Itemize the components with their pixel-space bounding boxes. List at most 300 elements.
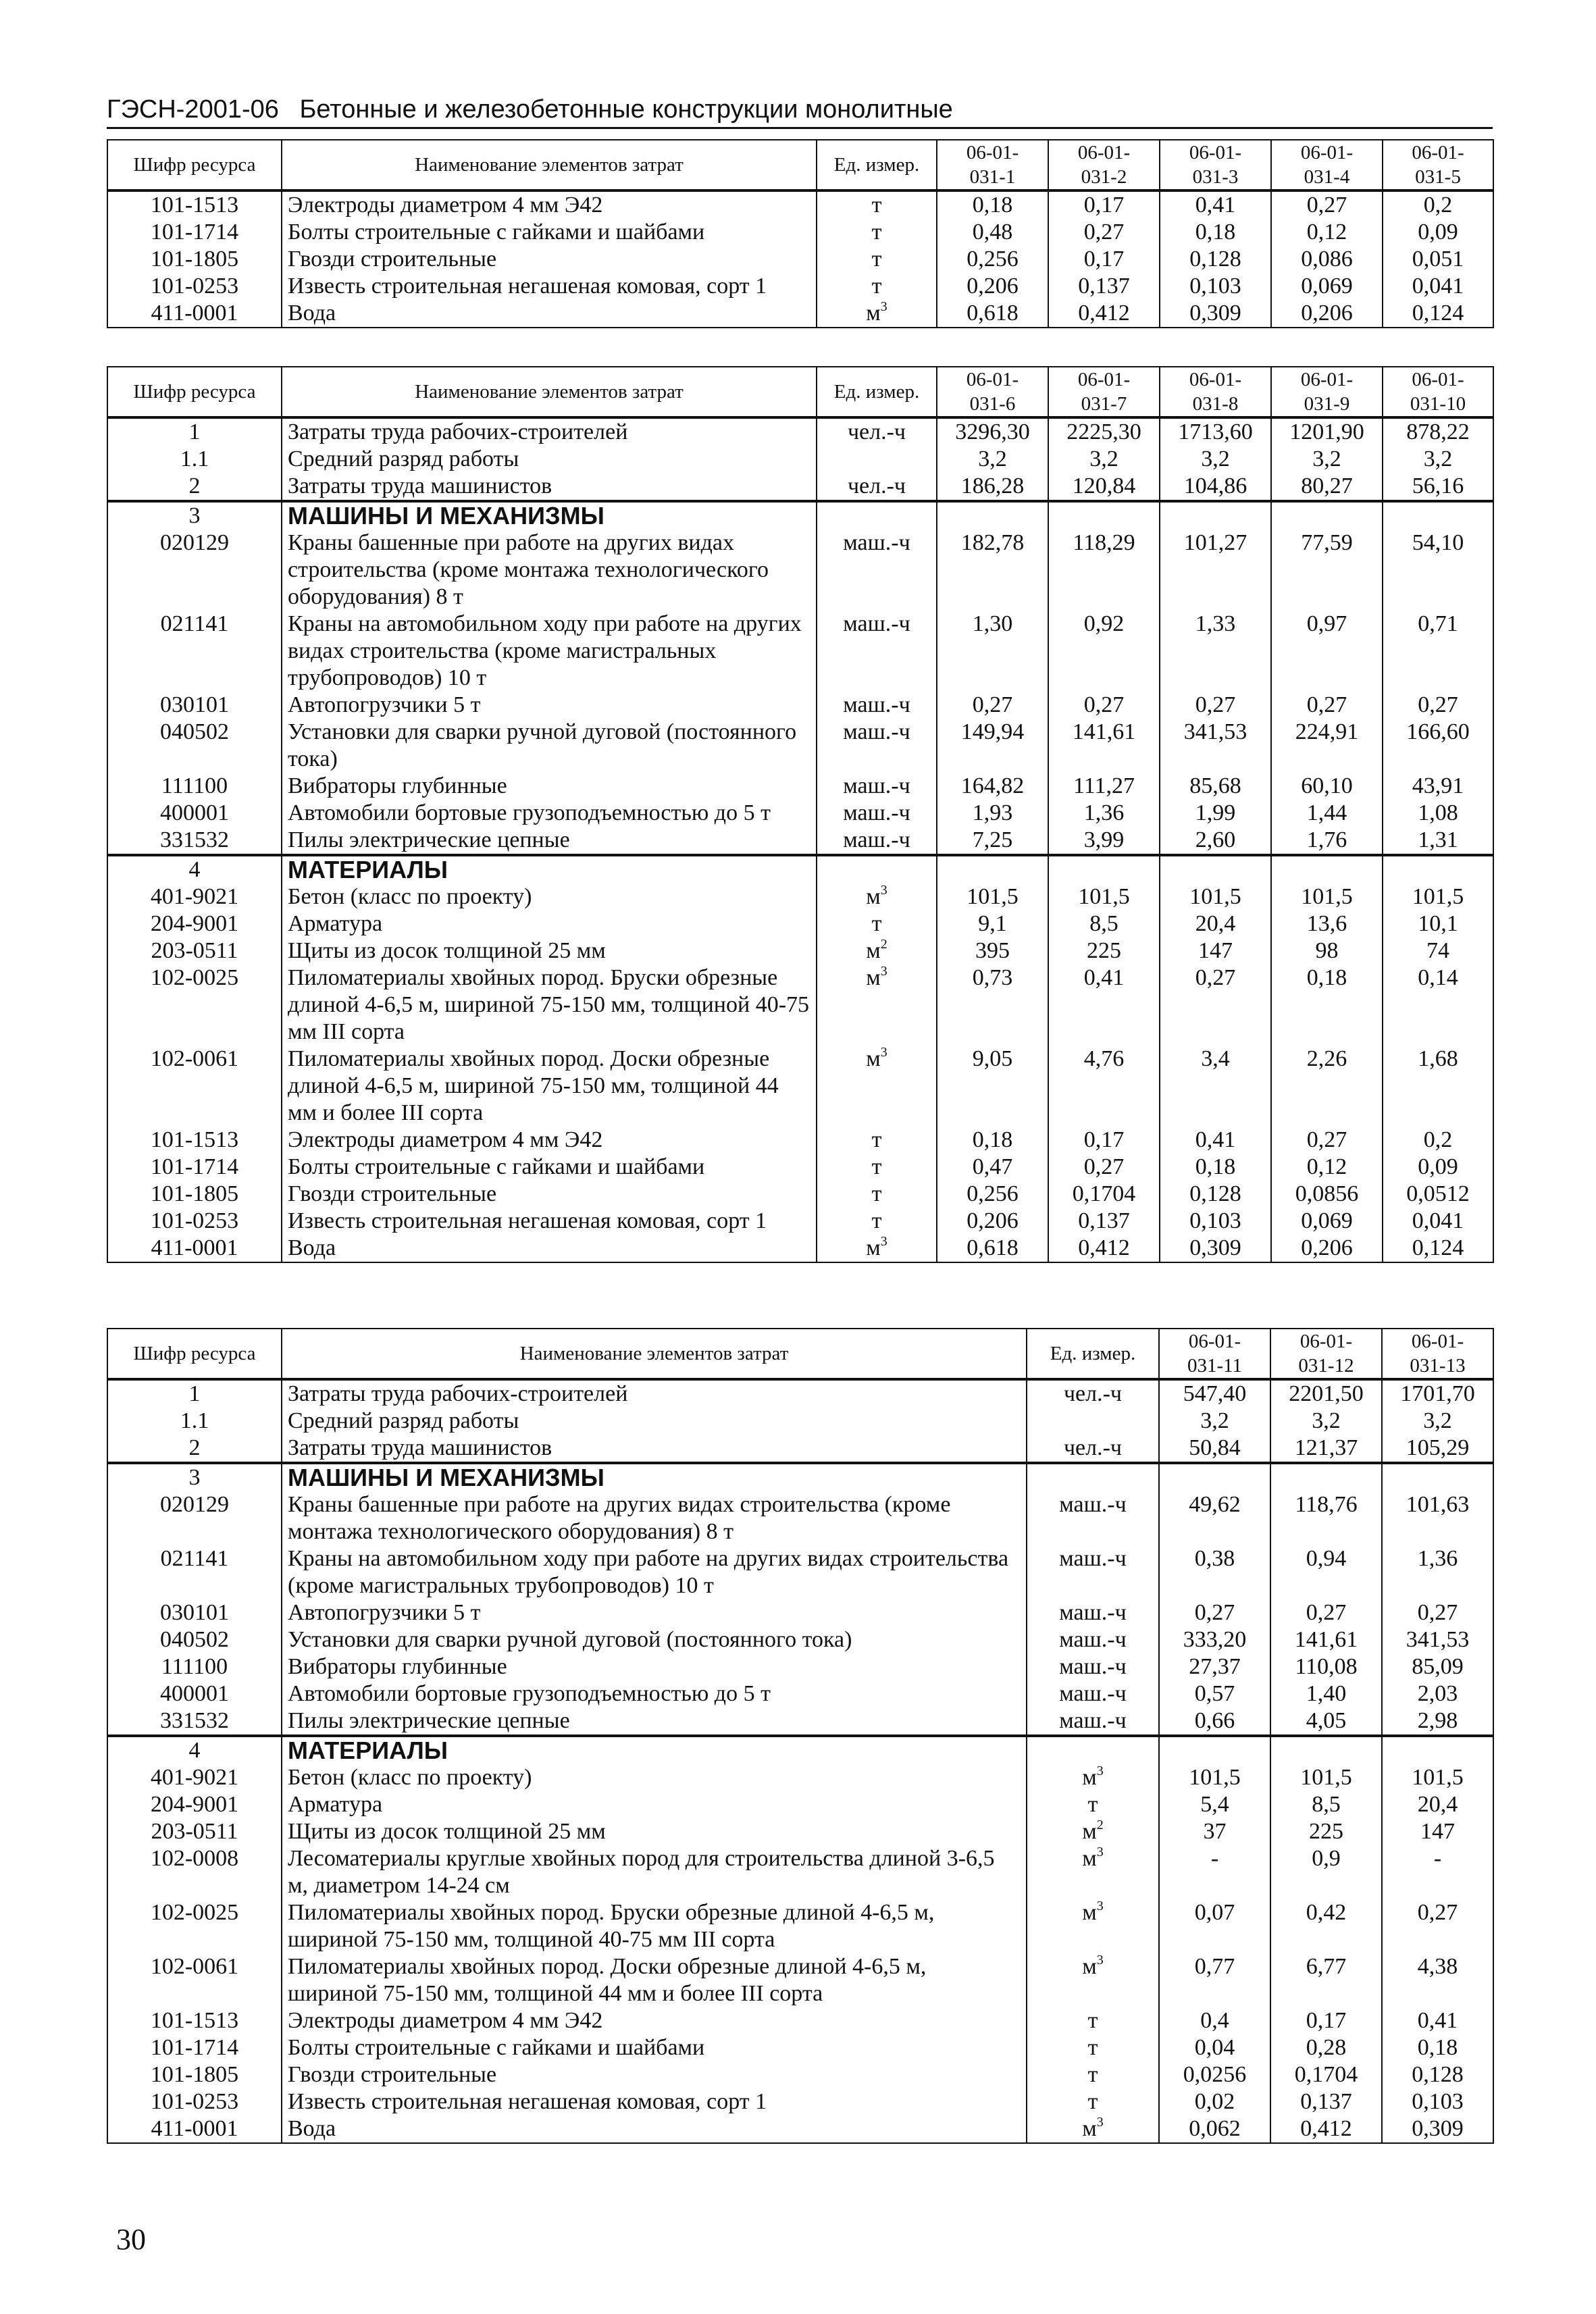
norm-value: 0,47 [937, 1154, 1048, 1181]
resource-name: Бетон (класс по проекту) [282, 883, 817, 910]
resource-name: Известь строительная негашеная комовая, сорт 1 [282, 2088, 1027, 2115]
norm-value [1159, 1463, 1270, 1491]
norm-value: 111,27 [1048, 773, 1160, 800]
resource-code: 3 [107, 501, 282, 530]
header-norm-code: 06-01- 031-9 [1271, 367, 1383, 417]
unit-cell [817, 300, 937, 328]
resource-table-3 [107, 1328, 1494, 2144]
norm-value: 6,77 [1270, 1953, 1382, 2007]
resource-name: Автомобили бортовые грузоподъемностью до 5 т [282, 1680, 1027, 1707]
norm-value: 1,99 [1160, 800, 1271, 827]
resource-name: Гвозди строительные [282, 2061, 1027, 2088]
table-row [107, 1764, 1493, 1791]
norm-value: 3,2 [1160, 446, 1271, 473]
unit-cell [817, 446, 937, 473]
norm-value: 0,137 [1048, 273, 1160, 300]
norm-value: 0,77 [1159, 1953, 1270, 2007]
norm-value: 0,618 [937, 300, 1048, 328]
norm-value: 0,137 [1048, 1208, 1160, 1235]
norm-value: 0,94 [1270, 1545, 1382, 1599]
table-row [107, 1235, 1493, 1262]
norm-value: 0,27 [1270, 1599, 1382, 1626]
unit-cell [817, 530, 937, 611]
norm-value: 1,36 [1048, 800, 1160, 827]
unit-label: маш.-ч [843, 611, 910, 636]
unit-cell [1027, 1435, 1159, 1463]
norm-value: 101,5 [1271, 883, 1383, 910]
resource-code: 101-0253 [107, 2088, 282, 2115]
unit-cell [817, 1208, 937, 1235]
resource-code: 111100 [107, 773, 282, 800]
resource-code: 102-0008 [107, 1845, 282, 1899]
norm-value: 0,38 [1159, 1545, 1270, 1599]
norm-value: 0,137 [1270, 2088, 1382, 2115]
resource-code: 101-1805 [107, 246, 282, 273]
resource-code: 204-9001 [107, 1791, 282, 1818]
resource-name: Пиломатериалы хвойных пород. Доски обрезные длиной 4-6,5 м, шириной 75-150 мм, толщиной 44 мм и более III сорта [282, 1953, 1027, 2007]
norm-value: 186,28 [937, 473, 1048, 501]
norm-value: 20,4 [1160, 910, 1271, 937]
unit-exponent: 3 [880, 965, 887, 979]
table-row [107, 1736, 1493, 1764]
norm-value: 0,18 [1160, 1154, 1271, 1181]
norm-value: 0,17 [1048, 190, 1160, 219]
resource-code: 203-0511 [107, 1818, 282, 1845]
unit-cell [817, 246, 937, 273]
norm-value: 147 [1382, 1818, 1493, 1845]
norm-value: 80,27 [1271, 473, 1383, 501]
table-row [107, 2007, 1493, 2034]
unit-label: маш.-ч [1059, 1627, 1127, 1652]
unit-cell [1027, 2034, 1159, 2061]
resource-name: Автопогрузчики 5 т [282, 692, 817, 719]
norm-value: 7,25 [937, 827, 1048, 855]
unit-label: т [871, 274, 882, 299]
header-norm-code: 06-01- 031-2 [1048, 140, 1160, 190]
resource-code: 401-9021 [107, 883, 282, 910]
norm-value [1048, 501, 1160, 530]
unit-cell [817, 855, 937, 883]
unit-label: чел.-ч [847, 419, 906, 444]
resource-code: 411-0001 [107, 2115, 282, 2143]
table-row [107, 1181, 1493, 1208]
norm-value: 395 [937, 937, 1048, 965]
norm-value: 0,27 [1271, 190, 1383, 219]
unit-label: т [1087, 2008, 1098, 2033]
norm-value: 8,5 [1270, 1791, 1382, 1818]
resource-name: Известь строительная негашеная комовая, сорт 1 [282, 1208, 817, 1235]
norm-value: 101,5 [1159, 1764, 1270, 1791]
norm-value: 85,68 [1160, 773, 1271, 800]
norm-value: 10,1 [1383, 910, 1493, 937]
header-norm-code: 06-01- 031-10 [1383, 367, 1493, 417]
unit-label: м [1082, 2116, 1097, 2141]
norm-value: 98 [1271, 937, 1383, 965]
resource-name: Электроды диаметром 4 мм Э42 [282, 190, 817, 219]
unit-label: т [871, 911, 882, 936]
unit-label: т [871, 220, 882, 245]
table-row [107, 692, 1493, 719]
header-unit: Ед. измер. [1027, 1329, 1159, 1379]
unit-label: т [1087, 2089, 1098, 2114]
norm-value: 0,48 [937, 219, 1048, 246]
resource-name: Лесоматериалы круглые хвойных пород для строительства длиной 3-6,5 м, диаметром 14-24 см [282, 1845, 1027, 1899]
resource-name: Затраты труда рабочих-строителей [282, 417, 817, 446]
unit-cell [817, 190, 937, 219]
norm-value: 0,09 [1383, 1154, 1493, 1181]
unit-cell [817, 910, 937, 937]
resource-code: 101-1714 [107, 219, 282, 246]
norm-value: 0,412 [1048, 300, 1160, 328]
norm-value: 225 [1270, 1818, 1382, 1845]
table-row [107, 1845, 1493, 1899]
unit-cell [817, 719, 937, 773]
norm-value: 5,4 [1159, 1791, 1270, 1818]
resource-name: Затраты труда машинистов [282, 473, 817, 501]
unit-label: чел.-ч [1063, 1381, 1123, 1406]
norm-value: 1,40 [1270, 1680, 1382, 1707]
header-code: Шифр ресурса [107, 367, 282, 417]
unit-exponent: 3 [880, 1046, 887, 1060]
unit-cell [817, 417, 937, 446]
header-unit: Ед. измер. [817, 140, 937, 190]
norm-value: 0,18 [1271, 965, 1383, 1046]
norm-value: 141,61 [1048, 719, 1160, 773]
unit-cell [1027, 1953, 1159, 2007]
unit-label: м [1082, 1819, 1097, 1844]
norm-value: 0,206 [1271, 300, 1383, 328]
resource-name: Арматура [282, 1791, 1027, 1818]
norm-value: 0,206 [1271, 1235, 1383, 1262]
resource-code: 021141 [107, 1545, 282, 1599]
norm-value: 0,27 [1048, 219, 1160, 246]
norm-value: 9,05 [937, 1046, 1048, 1127]
unit-label: маш.-ч [843, 827, 910, 852]
header-norm-code: 06-01- 031-5 [1383, 140, 1493, 190]
header-norm-code: 06-01- 031-1 [937, 140, 1048, 190]
unit-label: т [871, 1154, 882, 1179]
table-row [107, 1491, 1493, 1545]
norm-value: 0,041 [1383, 273, 1493, 300]
norm-value: 224,91 [1271, 719, 1383, 773]
norm-value: 0,086 [1271, 246, 1383, 273]
unit-cell [1027, 1707, 1159, 1736]
norm-value: 0,18 [1382, 2034, 1493, 2061]
resource-name: Болты строительные с гайками и шайбами [282, 2034, 1027, 2061]
norm-value: 0,66 [1159, 1707, 1270, 1736]
table-row [107, 1127, 1493, 1154]
table-row [107, 1626, 1493, 1653]
unit-label: м [1082, 1765, 1097, 1790]
norm-value [937, 501, 1048, 530]
table-row [107, 417, 1493, 446]
document-title: Бетонные и железобетонные конструкции монолитные [299, 95, 953, 124]
resource-name: Затраты труда рабочих-строителей [282, 1379, 1027, 1408]
norm-value: 0,128 [1160, 246, 1271, 273]
unit-cell [817, 219, 937, 246]
table-row [107, 965, 1493, 1046]
norm-value [1382, 1463, 1493, 1491]
table-row [107, 1154, 1493, 1181]
unit-cell [1027, 1845, 1159, 1899]
norm-value: 0,0512 [1383, 1181, 1493, 1208]
table-row [107, 611, 1493, 692]
table-row [107, 1408, 1493, 1435]
resource-name: Болты строительные с гайками и шайбами [282, 219, 817, 246]
unit-cell [1027, 1818, 1159, 1845]
unit-cell [1027, 1408, 1159, 1435]
norm-value [1270, 1736, 1382, 1764]
norm-value: 0,17 [1048, 246, 1160, 273]
unit-cell [817, 965, 937, 1046]
unit-label: т [871, 1127, 882, 1152]
norm-value: 0,128 [1160, 1181, 1271, 1208]
norm-value: 0,309 [1160, 1235, 1271, 1262]
unit-cell [1027, 1626, 1159, 1653]
resource-name: Пиломатериалы хвойных пород. Бруски обрезные длиной 4-6,5 м, шириной 75-150 мм, толщиной 40-75 мм III сорта [282, 965, 817, 1046]
norm-value: 0,103 [1382, 2088, 1493, 2115]
unit-cell [1027, 1491, 1159, 1545]
norm-value [1048, 855, 1160, 883]
norm-value: - [1382, 1845, 1493, 1899]
unit-cell [1027, 1736, 1159, 1764]
norm-value: 878,22 [1383, 417, 1493, 446]
norm-value: 0,051 [1383, 246, 1493, 273]
resource-code: 1 [107, 1379, 282, 1408]
header-norm-code: 06-01- 031-12 [1270, 1329, 1382, 1379]
resource-code: 1.1 [107, 446, 282, 473]
norm-value: 166,60 [1383, 719, 1493, 773]
resource-code: 111100 [107, 1653, 282, 1680]
norm-value: 341,53 [1160, 719, 1271, 773]
resource-name: Краны на автомобильном ходу при работе на других видах строительства (кроме магистральных трубопроводов) 10 т [282, 611, 817, 692]
table-row [107, 1463, 1493, 1491]
unit-label: маш.-ч [843, 773, 910, 798]
norm-value: 3,2 [1382, 1408, 1493, 1435]
norm-value: 0,062 [1159, 2115, 1270, 2143]
unit-label: м [866, 301, 881, 326]
norm-value: 182,78 [937, 530, 1048, 611]
table-header-row [107, 1329, 1493, 1379]
norm-value: 333,20 [1159, 1626, 1270, 1653]
resource-code: 020129 [107, 530, 282, 611]
norm-value: 1,30 [937, 611, 1048, 692]
norm-value: 0,1704 [1270, 2061, 1382, 2088]
norm-value: 0,0256 [1159, 2061, 1270, 2088]
unit-label: т [871, 247, 882, 272]
norm-value: 85,09 [1382, 1653, 1493, 1680]
unit-label: маш.-ч [1059, 1654, 1127, 1679]
unit-label: м [866, 1235, 881, 1260]
norm-value: 49,62 [1159, 1491, 1270, 1545]
unit-label: маш.-ч [1059, 1600, 1127, 1625]
norm-value: 0,2 [1383, 1127, 1493, 1154]
norm-value: 0,206 [937, 273, 1048, 300]
resource-name: Средний разряд работы [282, 1408, 1027, 1435]
resource-name: Бетон (класс по проекту) [282, 1764, 1027, 1791]
table-row [107, 1899, 1493, 1953]
norm-value: 0,412 [1048, 1235, 1160, 1262]
resource-name: Щиты из досок толщиной 25 мм [282, 937, 817, 965]
norm-value: 0,14 [1383, 965, 1493, 1046]
resource-code: 101-1513 [107, 1127, 282, 1154]
norm-value: 341,53 [1382, 1626, 1493, 1653]
resource-name: Краны башенные при работе на других видах строительства (кроме монтажа технологического оборудования) 8 т [282, 530, 817, 611]
norm-value: 0,206 [937, 1208, 1048, 1235]
table-row [107, 1791, 1493, 1818]
unit-label: м [866, 965, 881, 990]
norm-value [1383, 855, 1493, 883]
unit-cell [1027, 1653, 1159, 1680]
unit-label: т [1087, 1792, 1098, 1817]
unit-cell [817, 883, 937, 910]
resource-name: Пиломатериалы хвойных пород. Бруски обрезные длиной 4-6,5 м, шириной 75-150 мм, толщиной 40-75 мм III сорта [282, 1899, 1027, 1953]
norm-value: 8,5 [1048, 910, 1160, 937]
norm-value: 2,26 [1271, 1046, 1383, 1127]
table-header-row [107, 367, 1493, 417]
table-row [107, 1707, 1493, 1736]
resource-code: 4 [107, 1736, 282, 1764]
unit-label: маш.-ч [1059, 1681, 1127, 1706]
resource-code: 102-0061 [107, 1953, 282, 2007]
norm-value: 0,069 [1271, 273, 1383, 300]
norm-value: 0,17 [1270, 2007, 1382, 2034]
norm-value: 13,6 [1271, 910, 1383, 937]
resource-name: Вода [282, 300, 817, 328]
table-row [107, 1599, 1493, 1626]
norm-value: 1,76 [1271, 827, 1383, 855]
section-heading: МАТЕРИАЛЫ [282, 1736, 1027, 1764]
table-row [107, 827, 1493, 855]
unit-label: т [871, 192, 882, 217]
norm-value: 1,33 [1160, 611, 1271, 692]
header-norm-code: 06-01- 031-6 [937, 367, 1048, 417]
norm-value: 54,10 [1383, 530, 1493, 611]
header-norm-code: 06-01- 031-8 [1160, 367, 1271, 417]
norm-value: 0,103 [1160, 273, 1271, 300]
resource-code: 102-0061 [107, 1046, 282, 1127]
table-row [107, 1953, 1493, 2007]
norm-value: 1713,60 [1160, 417, 1271, 446]
norm-value: 0,069 [1271, 1208, 1383, 1235]
resource-name: Пилы электрические цепные [282, 827, 817, 855]
table-row [107, 855, 1493, 883]
norm-value: 0,309 [1382, 2115, 1493, 2143]
norm-value: 0,27 [1160, 965, 1271, 1046]
resource-code: 401-9021 [107, 1764, 282, 1791]
resource-code: 021141 [107, 611, 282, 692]
section-heading: МАШИНЫ И МЕХАНИЗМЫ [282, 501, 817, 530]
table-row [107, 219, 1493, 246]
table-row [107, 1818, 1493, 1845]
norm-value: 0,42 [1270, 1899, 1382, 1953]
norm-value: 149,94 [937, 719, 1048, 773]
norm-value: 0,92 [1048, 611, 1160, 692]
resource-name: Известь строительная негашеная комовая, сорт 1 [282, 273, 817, 300]
unit-cell [1027, 2088, 1159, 2115]
norm-value: 0,2 [1383, 190, 1493, 219]
norm-value: 0,18 [937, 1127, 1048, 1154]
norm-value: 2201,50 [1270, 1379, 1382, 1408]
table-row [107, 1435, 1493, 1463]
header-norm-code: 06-01- 031-7 [1048, 367, 1160, 417]
norm-value: 27,37 [1159, 1653, 1270, 1680]
unit-label: т [1087, 2062, 1098, 2087]
norm-value [1160, 855, 1271, 883]
resource-name: Краны башенные при работе на других видах строительства (кроме монтажа технологического оборудования) 8 т [282, 1491, 1027, 1545]
norm-value: 101,5 [1048, 883, 1160, 910]
norm-value: 2,03 [1382, 1680, 1493, 1707]
unit-exponent: 3 [1096, 1764, 1104, 1778]
resource-code: 101-1513 [107, 190, 282, 219]
resource-name: Краны на автомобильном ходу при работе на других видах строительства (кроме магистральных трубопроводов) 10 т [282, 1545, 1027, 1599]
resource-code: 1 [107, 417, 282, 446]
resource-code: 030101 [107, 692, 282, 719]
norm-value: 101,5 [1382, 1764, 1493, 1791]
norm-value: 118,29 [1048, 530, 1160, 611]
unit-cell [817, 692, 937, 719]
resource-name: Гвозди строительные [282, 1181, 817, 1208]
norm-value: 0,41 [1382, 2007, 1493, 2034]
norm-value: 3,4 [1160, 1046, 1271, 1127]
resource-name: Болты строительные с гайками и шайбами [282, 1154, 817, 1181]
norm-value: 0,73 [937, 965, 1048, 1046]
resource-code: 204-9001 [107, 910, 282, 937]
page-number: 30 [116, 2223, 146, 2256]
norm-value: 0,618 [937, 1235, 1048, 1262]
header-name: Наименование элементов затрат [282, 367, 817, 417]
norm-value: 0,27 [1159, 1599, 1270, 1626]
table-row [107, 190, 1493, 219]
unit-exponent: 2 [880, 937, 887, 952]
norm-value: 164,82 [937, 773, 1048, 800]
unit-cell [817, 1127, 937, 1154]
resource-code: 101-1714 [107, 2034, 282, 2061]
norm-value: 0,71 [1383, 611, 1493, 692]
norm-value: 0,12 [1271, 219, 1383, 246]
norm-value: 0,1704 [1048, 1181, 1160, 1208]
table-row [107, 530, 1493, 611]
unit-exponent: 3 [880, 300, 887, 314]
resource-code: 203-0511 [107, 937, 282, 965]
norm-value: 1201,90 [1271, 417, 1383, 446]
resource-name: Автомобили бортовые грузоподъемностью до 5 т [282, 800, 817, 827]
norm-value: 2,60 [1160, 827, 1271, 855]
norm-value: 37 [1159, 1818, 1270, 1845]
norm-value: 0,27 [1048, 1154, 1160, 1181]
unit-label: т [871, 1181, 882, 1206]
norm-value: 0,41 [1048, 965, 1160, 1046]
norm-value: 101,27 [1160, 530, 1271, 611]
unit-label: маш.-ч [843, 800, 910, 825]
norm-value: 0,124 [1383, 300, 1493, 328]
unit-cell [1027, 1899, 1159, 1953]
resource-code: 101-1513 [107, 2007, 282, 2034]
norm-value: 0,27 [1271, 692, 1383, 719]
norm-value [1271, 501, 1383, 530]
norm-value: 141,61 [1270, 1626, 1382, 1653]
norm-value: 3,2 [1270, 1408, 1382, 1435]
resource-name: Пиломатериалы хвойных пород. Доски обрезные длиной 4-6,5 м, шириной 75-150 мм, толщиной 44 мм и более III сорта [282, 1046, 817, 1127]
unit-cell [817, 827, 937, 855]
table-row [107, 2088, 1493, 2115]
unit-label: м [1082, 1846, 1097, 1871]
table-row [107, 300, 1493, 328]
header-name: Наименование элементов затрат [282, 1329, 1027, 1379]
resource-code: 040502 [107, 1626, 282, 1653]
unit-cell [1027, 1379, 1159, 1408]
norm-value: 3,2 [1159, 1408, 1270, 1435]
